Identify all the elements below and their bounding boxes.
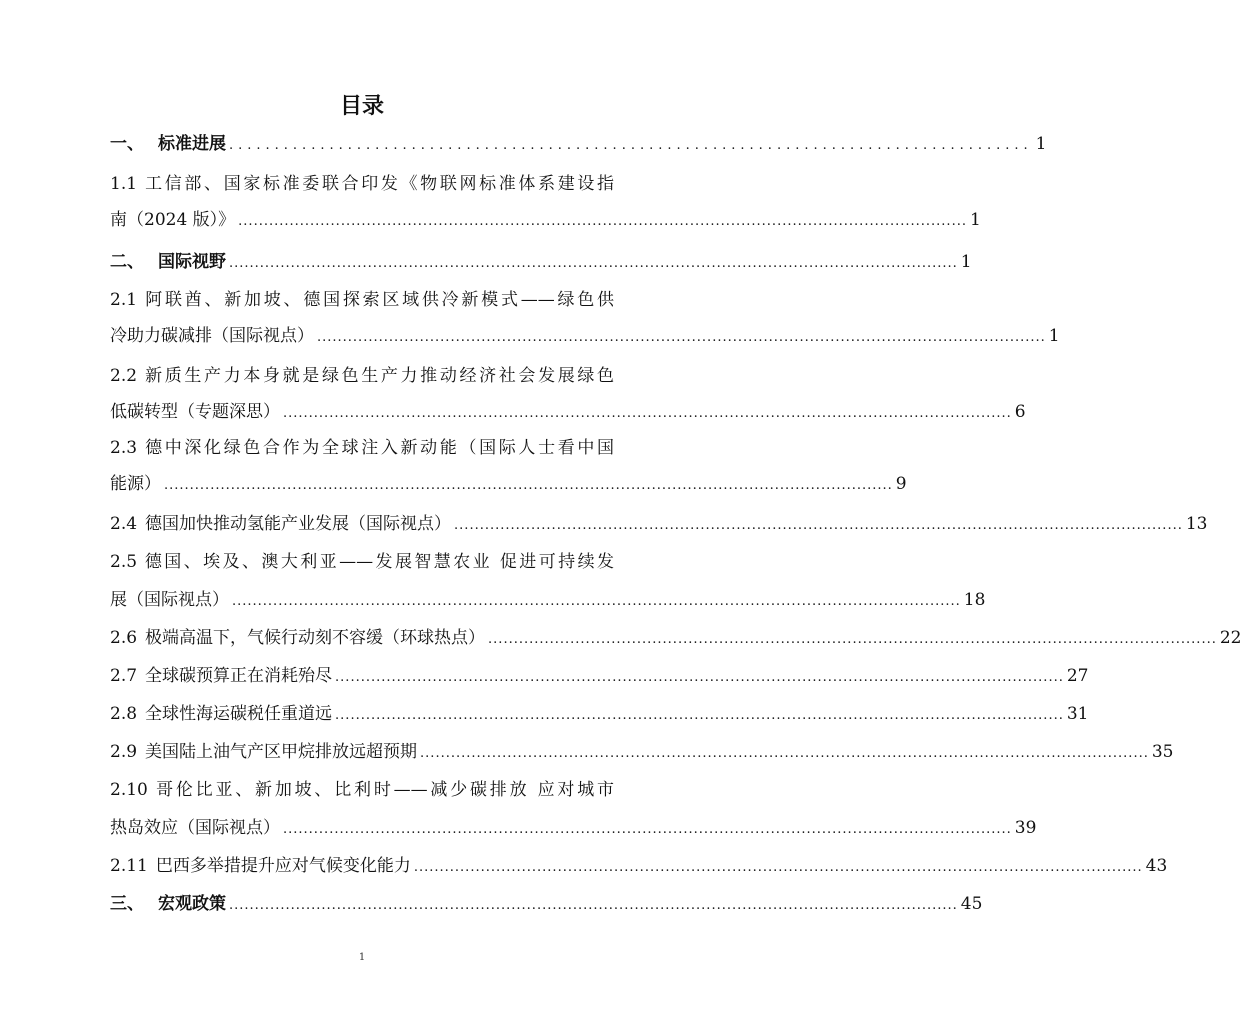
toc-entry-line1	[110, 288, 614, 312]
toc-entry-number: 二、	[110, 252, 144, 272]
toc-entry-title: 美国陆上油气产区甲烷排放远超预期	[145, 742, 418, 762]
toc-entry-title: 工信部、国家标准委联合印发《物联网标准体系建设指	[145, 174, 615, 194]
toc-entry-page: 1	[1035, 134, 1047, 154]
page-number: 1	[358, 952, 366, 963]
toc-entry-page: 1	[969, 210, 981, 230]
toc-entry-line1	[110, 436, 614, 460]
toc-entry-number: 2.7	[110, 666, 138, 686]
toc-entry-title: 德国、埃及、澳大利亚——发展智慧农业 促进可持续发	[144, 552, 614, 572]
toc-entry-title: 宏观政策	[158, 894, 226, 914]
toc-entry-number: 2.5	[110, 552, 138, 572]
toc-entry-number: 2.6	[110, 628, 138, 648]
toc-entry-title: 极端高温下，气候行动刻不容缓（环球热点）	[145, 628, 486, 648]
toc-entry-number: 2.8	[110, 704, 138, 724]
page-title: 目录	[339, 94, 384, 119]
toc-entry-page: 27	[1066, 666, 1089, 686]
toc-entry-number: 2.1	[110, 290, 138, 310]
toc-entry-line2: 低碳转型（专题深思）	[110, 402, 280, 422]
toc-entry-page: 22	[1219, 628, 1241, 648]
toc-entry-title: 德国加快推动氢能产业发展（国际视点）	[145, 514, 452, 534]
toc-entry-page: 9	[895, 474, 907, 494]
toc-entry-number: 2.11	[110, 856, 148, 876]
toc-entry-number: 2.2	[110, 366, 138, 386]
toc-entry-line1	[110, 550, 614, 574]
toc-entry-page: 31	[1066, 704, 1089, 724]
dot-leader: ..............................................................................................................................................	[229, 898, 958, 913]
toc-entry-title: 标准进展	[158, 134, 226, 154]
dot-leader: ..............................................................................................................................................	[454, 518, 1183, 533]
dot-leader: ..............................................................................................................................................	[420, 746, 1149, 761]
toc-entry-page: 39	[1014, 818, 1037, 838]
toc-entry-line2: 南（2024 版）》	[110, 210, 236, 230]
dot-leader: ..............................................................................................................................................	[164, 478, 893, 493]
toc-entry-number: 2.9	[110, 742, 138, 762]
toc-entry-title: 巴西多举措提升应对气候变化能力	[155, 856, 411, 876]
toc-entry-title: 德中深化绿色合作为全球注入新动能（国际人士看中国	[145, 438, 615, 458]
dot-leader: ..............................................................................................................................................	[283, 406, 1012, 421]
toc-entry-line1	[110, 778, 614, 802]
dot-leader: ..............................................................................................................................................	[413, 860, 1143, 875]
toc-entry-title: 新质生产力本身就是绿色生产力推动经济社会发展绿色	[145, 366, 615, 386]
toc-entry-line2: 热岛效应（国际视点）	[110, 818, 280, 838]
toc-entry-page: 1	[960, 252, 972, 272]
toc-entry-line1	[110, 364, 614, 388]
toc-entry-number: 一、	[110, 134, 144, 154]
dot-leader: ..............................................................................................................................................	[232, 594, 961, 609]
toc-entry-page: 43	[1145, 856, 1168, 876]
dot-leader: ..............................................................................................................................................	[335, 708, 1064, 723]
toc-entry-title: 国际视野	[158, 252, 226, 272]
toc-entry-number: 2.3	[110, 438, 138, 458]
toc-entry-page: 35	[1151, 742, 1174, 762]
toc-entry-line2: 冷助力碳减排（国际视点）	[110, 326, 314, 346]
toc-entry-line1	[110, 172, 614, 196]
toc-entry-page: 18	[963, 590, 986, 610]
toc-entry-title: 阿联酋、新加坡、德国探索区域供冷新模式——绿色供	[145, 290, 615, 310]
dot-leader: ........................................................................................	[229, 138, 1033, 153]
toc-entry-title: 全球性海运碳税任重道远	[145, 704, 333, 724]
toc-entry-page: 45	[960, 894, 983, 914]
toc-entry-number: 2.4	[110, 514, 138, 534]
toc-entry-number: 2.10	[110, 780, 148, 800]
toc-entry-title: 全球碳预算正在消耗殆尽	[145, 666, 333, 686]
toc-entry-page: 13	[1185, 514, 1208, 534]
toc-entry-page: 6	[1014, 402, 1026, 422]
toc-entry-title: 哥伦比亚、新加坡、比利时——减少碳排放 应对城市	[156, 780, 614, 800]
dot-leader: ..............................................................................................................................................	[238, 214, 967, 229]
dot-leader: ..............................................................................................................................................	[283, 822, 1012, 837]
dot-leader: ..............................................................................................................................................	[488, 632, 1217, 647]
toc-entry-number: 三、	[110, 894, 144, 914]
dot-leader: ..............................................................................................................................................	[335, 670, 1064, 685]
toc-entry-line2: 展（国际视点）	[110, 590, 229, 610]
toc-entry-number: 1.1	[110, 174, 138, 194]
toc-entry-line2: 能源）	[110, 474, 161, 494]
toc-entry-page: 1	[1048, 326, 1060, 346]
dot-leader: ..............................................................................................................................................	[317, 330, 1046, 345]
dot-leader: ..............................................................................................................................................	[229, 256, 958, 271]
